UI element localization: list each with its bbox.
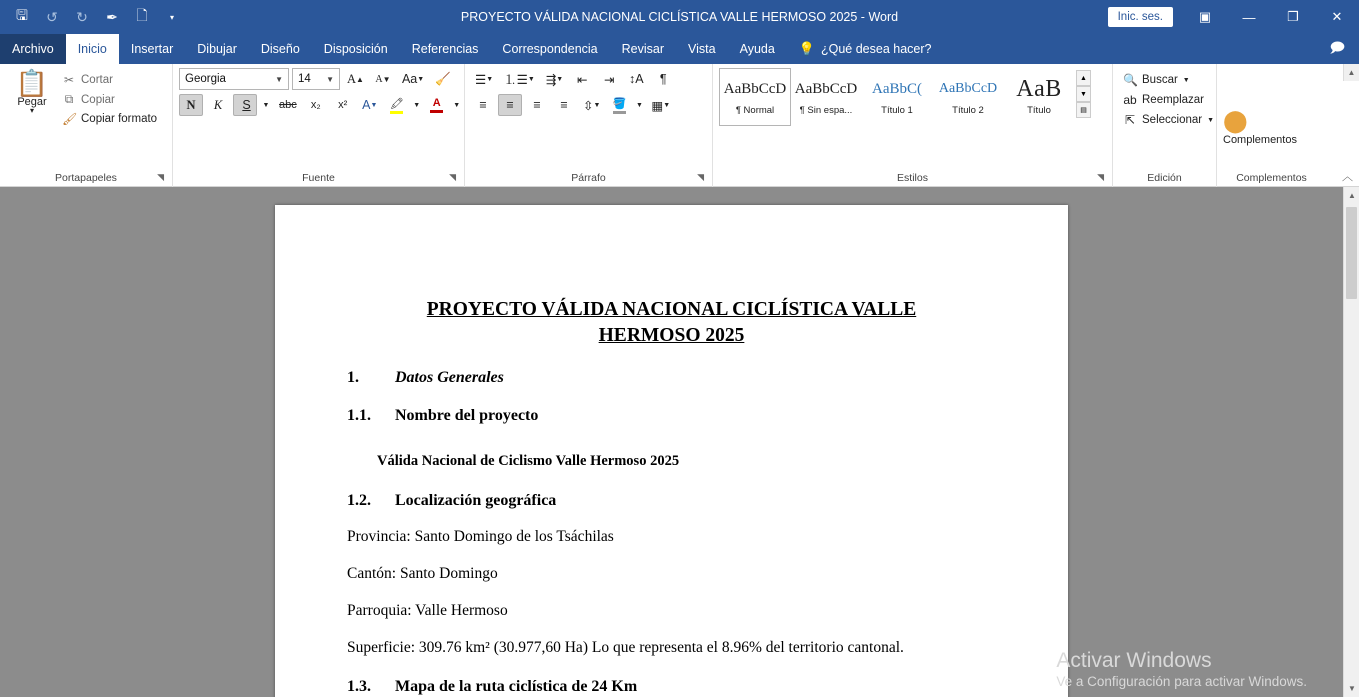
format-painter-label: Copiar formato <box>81 113 158 125</box>
clipboard-group-text: Portapapeles <box>55 172 117 184</box>
tab-dibujar[interactable]: Dibujar <box>197 42 237 56</box>
styles-gallery <box>719 68 1074 126</box>
quick-access-toolbar <box>0 4 186 30</box>
scrollbar-thumb[interactable] <box>1346 207 1357 299</box>
window-title: PROYECTO VÁLIDA NACIONAL CICLÍSTICA VALLE HERMOSO 2025 - Word <box>460 10 899 24</box>
cut-label: Cortar <box>81 74 113 86</box>
borders-icon[interactable]: ▦ ▼ <box>651 98 671 113</box>
tell-me-box[interactable] <box>787 34 932 64</box>
tab-diseno[interactable]: Diseño <box>260 42 300 56</box>
group-paragraph <box>464 64 712 187</box>
search-icon: 🔍 <box>1123 73 1138 87</box>
style-titulo-2[interactable] <box>932 68 1004 126</box>
style-sin-espaciado[interactable] <box>790 68 862 126</box>
font-name-combo[interactable] <box>179 68 289 90</box>
heading-number: 1. <box>347 369 359 386</box>
font-group-text: Fuente <box>302 172 335 184</box>
group-label-paragraph <box>471 169 706 187</box>
find-label: Buscar <box>1142 74 1178 86</box>
addins-button[interactable]: Complementos <box>1223 133 1297 146</box>
redo-icon[interactable]: ↻ <box>76 8 88 25</box>
clear-formatting-icon[interactable]: 🧹 <box>435 71 451 86</box>
font-dialog-launcher[interactable]: ◥ <box>449 172 456 182</box>
project-name-text: Válida Nacional de Ciclismo Valle Hermoso 2025 <box>377 453 680 469</box>
location-provincia: Provincia: Santo Domingo de los Tsáchilas <box>347 528 614 545</box>
highlight-dropdown[interactable]: ▼ <box>413 101 421 109</box>
sort-icon[interactable]: ↕A <box>628 72 644 86</box>
copy-label: Copiar <box>81 93 115 106</box>
styles-scroll-up-icon[interactable]: ▲ <box>1076 70 1091 86</box>
clipboard-commands <box>58 68 161 127</box>
underline-button[interactable] <box>233 94 257 116</box>
select-button[interactable]: ⇱ Seleccionar ▼ <box>1124 113 1215 127</box>
copy-icon: ⧉ <box>64 92 74 106</box>
font-size-combo[interactable] <box>292 68 340 90</box>
style-preview: AaBbCcD <box>723 80 787 97</box>
heading-text: Localización geográfica <box>395 492 557 509</box>
tab-correspondencia[interactable]: Correspondencia <box>502 42 598 56</box>
tab-disposicion[interactable]: Disposición <box>323 42 388 56</box>
addins-icon[interactable]: ⬤ <box>1223 107 1248 133</box>
page-title-line-1: PROYECTO VÁLIDA NACIONAL CICLÍSTICA VALLE <box>426 299 917 320</box>
tab-vista[interactable]: Vista <box>688 42 716 56</box>
cut-button[interactable] <box>58 72 161 88</box>
scissors-icon: ✂ <box>63 73 75 87</box>
align-left-icon[interactable]: ≡ <box>479 98 487 112</box>
select-icon: ⇱ <box>1124 113 1136 127</box>
strikethrough-button[interactable]: abc <box>279 99 297 111</box>
superscript-button[interactable]: x² <box>338 99 348 111</box>
heading-text: Nombre del proyecto <box>395 407 539 424</box>
heading-number: 1.3. <box>347 678 371 695</box>
style-titulo[interactable] <box>1003 68 1075 126</box>
bullets-icon[interactable]: ☰ ▼ <box>475 72 494 87</box>
page-title-line-2: HERMOSO 2025 <box>598 325 745 346</box>
font-name-value: Georgia <box>185 73 226 85</box>
styles-group-text: Estilos <box>897 172 928 184</box>
style-name: Título 2 <box>952 104 984 116</box>
format-painter-button[interactable] <box>58 111 161 127</box>
bold-button[interactable]: N <box>179 94 203 116</box>
chevron-down-icon: ▼ <box>275 74 283 84</box>
styles-dialog-launcher[interactable]: ◥ <box>1097 172 1104 182</box>
paste-label: Pegar <box>17 96 47 108</box>
paragraph-dialog-launcher[interactable]: ◥ <box>697 172 704 182</box>
ribbon-display-options-icon[interactable]: ▣ <box>1198 9 1212 24</box>
group-label-font <box>179 169 458 187</box>
group-styles <box>712 64 1112 187</box>
heading-11-nombre-proyecto <box>347 407 996 425</box>
close-button[interactable]: ✕ <box>1331 9 1343 24</box>
group-label-editing <box>1119 169 1210 187</box>
line-spacing-icon[interactable]: ⇳ ▼ <box>583 98 601 113</box>
select-label: Seleccionar <box>1142 114 1203 126</box>
tab-referencias[interactable]: Referencias <box>411 42 479 56</box>
styles-more-icon[interactable]: ▤ <box>1076 102 1091 118</box>
paragraph-group-text: Párrafo <box>571 172 606 184</box>
addins-group-text: Complementos <box>1236 172 1307 184</box>
tab-revisar[interactable]: Revisar <box>621 42 664 56</box>
decrease-indent-icon[interactable]: ⇤ <box>576 72 588 87</box>
scroll-up-icon[interactable]: ▲ <box>1344 187 1359 204</box>
text-effects-button[interactable]: A ▼ <box>362 98 378 112</box>
italic-button[interactable]: K <box>213 97 223 112</box>
underline-dropdown[interactable]: ▼ <box>262 101 270 109</box>
document-canvas[interactable] <box>0 187 1359 697</box>
highlight-color-button[interactable]: 🖍 <box>385 94 409 116</box>
style-preview: AaBbCcD <box>938 80 998 96</box>
style-name: ¶ Sin espa... <box>799 104 853 116</box>
ribbon-tabs <box>0 34 1359 64</box>
shading-dropdown[interactable]: ▼ <box>635 101 643 109</box>
heading-1-datos-generales <box>347 369 996 387</box>
show-formatting-marks-icon[interactable]: ¶ <box>659 72 667 86</box>
styles-scroll-down-icon[interactable]: ▼ <box>1076 86 1091 102</box>
group-addins <box>1216 64 1326 187</box>
replace-button[interactable] <box>1119 92 1218 108</box>
tab-inicio[interactable]: Inicio <box>66 34 119 64</box>
replace-label: Reemplazar <box>1142 94 1204 106</box>
paste-icon: 📋 <box>15 68 49 98</box>
format-painter-icon: 🖌 <box>62 112 78 126</box>
heading-12-localizacion <box>347 492 996 510</box>
paste-button[interactable] <box>6 68 58 115</box>
save-icon[interactable]: 🖫 <box>16 7 28 23</box>
shading-icon[interactable]: 🪣 <box>607 94 631 116</box>
style-name: ¶ Normal <box>735 104 775 116</box>
lightbulb-icon: 💡 <box>798 41 815 56</box>
activate-windows-watermark <box>1056 648 1307 689</box>
tell-me-label: ¿Qué desea hacer? <box>820 42 932 56</box>
watermark-subtitle: Ve a Configuración para activar Windows. <box>1056 674 1307 689</box>
underline-label: S <box>242 98 251 112</box>
multilevel-list-icon[interactable]: ⇶ ▼ <box>545 72 564 87</box>
comments-icon[interactable]: 🗩 <box>1329 39 1345 55</box>
tab-ayuda[interactable]: Ayuda <box>739 42 775 56</box>
style-titulo-1[interactable] <box>861 68 933 126</box>
shrink-font-button[interactable]: A ▼ <box>375 73 391 85</box>
undo-icon[interactable]: ↺ <box>46 8 58 25</box>
align-center-icon[interactable]: ≡ <box>498 94 522 116</box>
font-color-dropdown[interactable]: ▼ <box>453 101 461 109</box>
location-canton: Cantón: Santo Domingo <box>347 565 498 582</box>
group-label-styles <box>719 169 1106 187</box>
heading-number: 1.2. <box>347 492 371 509</box>
location-superficie: Superficie: 309.76 km² (30.977,60 Ha) Lo que representa el 8.96% del territorio cantonal. <box>347 639 904 656</box>
editing-commands <box>1119 68 1218 128</box>
style-preview: AaB <box>1016 75 1062 102</box>
paragraph-row-2 <box>471 94 674 116</box>
page-title <box>347 297 996 349</box>
grow-font-button[interactable]: A ▲ <box>347 71 364 86</box>
font-size-value: 14 <box>298 73 311 85</box>
change-case-button[interactable]: Aa ▼ <box>401 72 425 86</box>
style-preview: AaBbC( <box>872 80 922 97</box>
group-clipboard <box>0 64 172 187</box>
editing-group-text: Edición <box>1147 172 1182 184</box>
replace-icon: ab <box>1123 93 1137 107</box>
ribbon-scroll-up-icon[interactable]: ▲ <box>1343 64 1359 81</box>
align-right-icon[interactable]: ≡ <box>533 98 541 112</box>
change-case-label: Aa <box>401 72 418 86</box>
font-row-1 <box>179 68 455 90</box>
title-bar <box>0 0 1359 34</box>
watermark-title: Activar Windows <box>1056 649 1212 672</box>
collapse-ribbon-icon[interactable]: ︿ <box>1342 171 1353 183</box>
numbering-icon[interactable]: ⒈☰ ▼ <box>504 73 535 87</box>
font-color-button[interactable]: A <box>425 94 449 116</box>
new-document-icon[interactable]: 🗋 <box>136 7 148 23</box>
title-bar-right <box>1108 0 1359 34</box>
style-normal[interactable] <box>719 68 791 126</box>
tab-insertar[interactable]: Insertar <box>130 42 174 56</box>
vertical-scrollbar[interactable] <box>1343 187 1359 697</box>
style-name: Título 1 <box>881 104 913 116</box>
heading-number: 1.1. <box>347 407 371 424</box>
increase-indent-icon[interactable]: ⇥ <box>603 72 615 87</box>
sign-in-button[interactable]: Inic. ses. <box>1108 7 1173 27</box>
location-parroquia: Parroquia: Valle Hermoso <box>347 602 508 619</box>
scroll-down-icon[interactable]: ▼ <box>1344 680 1359 697</box>
find-button[interactable]: 🔍 Buscar ▼ <box>1123 73 1190 87</box>
paragraph-row-1 <box>471 68 675 90</box>
chevron-down-icon: ▼ <box>326 74 334 84</box>
restore-button[interactable]: ❐ <box>1287 9 1299 24</box>
touch-pen-icon[interactable]: ✒ <box>106 8 118 25</box>
font-row-2 <box>179 94 462 116</box>
group-font <box>172 64 464 187</box>
group-editing <box>1112 64 1216 187</box>
copy-button[interactable] <box>58 91 161 108</box>
group-label-addins <box>1236 169 1307 187</box>
group-label-clipboard <box>6 169 166 187</box>
justify-icon[interactable]: ≡ <box>560 98 568 112</box>
styles-gallery-nav <box>1074 68 1091 118</box>
chevron-down-icon: ▾ <box>29 106 34 115</box>
style-preview: AaBbCcD <box>794 80 858 97</box>
document-page[interactable] <box>275 205 1068 697</box>
ribbon <box>0 64 1359 187</box>
heading-text: Datos Generales <box>395 369 504 386</box>
minimize-button[interactable]: — <box>1242 9 1256 25</box>
subscript-button[interactable]: x₂ <box>310 99 321 111</box>
heading-13-mapa-ruta <box>347 678 996 696</box>
customize-qat-icon[interactable]: ▾ <box>169 12 174 22</box>
heading-text: Mapa de la ruta ciclística de 24 Km <box>395 678 638 695</box>
style-name: Título <box>1027 104 1051 116</box>
tab-archivo[interactable]: Archivo <box>0 34 66 64</box>
clipboard-dialog-launcher[interactable]: ◥ <box>157 172 164 182</box>
